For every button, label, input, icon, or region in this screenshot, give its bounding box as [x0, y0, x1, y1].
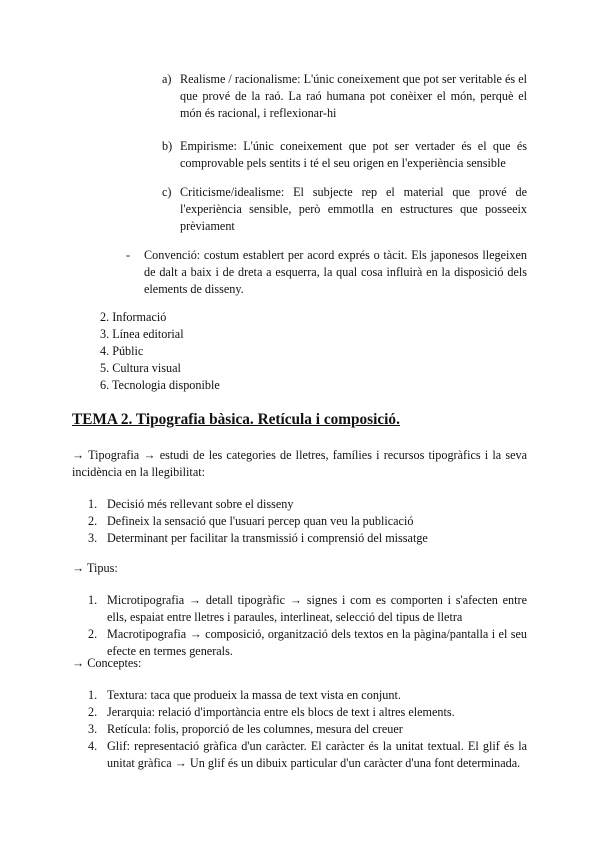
intro-paragraph: → Tipografia → estudi de les categories de lletres, famílies i recursos tipogràfics i la seva incidència en la llegibilitat: [72, 448, 527, 479]
dash-list-item [126, 247, 527, 298]
list-number: 3. [88, 722, 98, 736]
list-text: Jerarquia: relació d'importància entre els blocs de text i altres elements. [107, 705, 455, 719]
numbered-list-item: 3. Línea editorial [100, 327, 184, 341]
features-list-item [88, 496, 527, 513]
features-list-item [88, 530, 527, 547]
numbered-list-item: 2. Informació [100, 310, 167, 324]
tipus-list-item [88, 592, 527, 626]
sub-list-marker: c) [162, 185, 172, 199]
numbered-list-item: 5. Cultura visual [100, 361, 181, 375]
list-text: Microtipografia → detall tipogràfic → signes i com es comporten i s'afecten entre ells, espaiat entre lletres i paraules, interlineat, selecció del tipus de lletra [107, 593, 527, 624]
list-number: 1. [88, 497, 98, 511]
list-text: Macrotipografia → composició, organització dels textos en la pàgina/pantalla i el seu efecte en termes generals. [107, 627, 527, 658]
numbered-list-item: 6. Tecnologia disponible [100, 378, 220, 392]
list-text: Textura: taca que produeix la massa de text vista en conjunt. [107, 688, 401, 702]
list-number: 1. [88, 593, 98, 607]
list-number: 4. [88, 739, 98, 753]
numbered-list-item: 4. Públic [100, 344, 144, 358]
list-number: 2. [88, 627, 98, 641]
list-text: Retícula: folis, proporció de les columnes, mesura del creuer [107, 722, 403, 736]
sub-list-marker: b) [162, 139, 173, 153]
dash-list-text: Convenció: costum establert per acord exprés o tàcit. Els japonesos llegeixen de dalt a baix i de dreta a esquerra, la qual cosa influirà en la disposició dels elements de disseny. [144, 248, 527, 296]
features-list-item [88, 513, 527, 530]
conceptes-label: → Conceptes: [72, 656, 142, 670]
list-number: 1. [88, 688, 98, 702]
list-text: Decisió més rellevant sobre el disseny [107, 497, 294, 511]
section-heading: TEMA 2. Tipografia bàsica. Retícula i composició. [72, 411, 400, 428]
list-text: Defineix la sensació que l'usuari percep quan veu la publicació [107, 514, 414, 528]
dash-marker: - [126, 248, 131, 262]
conceptes-list-item [88, 687, 527, 704]
list-number: 2. [88, 514, 98, 528]
tipus-list [88, 592, 527, 660]
list-number: 3. [88, 531, 98, 545]
sub-list-item-b [162, 138, 527, 172]
list-text: Determinant per facilitar la transmissió i comprensió del missatge [107, 531, 428, 545]
tipus-label: → Tipus: [72, 561, 118, 575]
conceptes-list-item [88, 738, 527, 772]
sub-list-marker: a) [162, 72, 172, 86]
conceptes-list-item [88, 721, 527, 738]
sub-list-text: Realisme / racionalisme: L'únic coneixement que pot ser veritable és el que prové de la raó. La raó humana pot conèixer el món, perquè el món és racional, i reflexionar-hi [180, 72, 527, 120]
numbered-list [100, 309, 400, 394]
features-list [88, 496, 527, 547]
list-text: Glif: representació gràfica d'un caràcter. El caràcter és la unitat textual. El glif és la unitat gràfica → Un glif és un dibuix particular d'un caràcter d'una font determinada. [107, 739, 527, 770]
sub-list-text: Criticisme/idealisme: El subjecte rep el material que prové de l'experiència sensible, però emmotlla en estructures que posseeix prèviament [180, 185, 527, 233]
sub-list-text: Empirisme: L'únic coneixement que pot ser vertader és el que és comprovable pels sentits i té el seu origen en l'experiència sensible [180, 139, 527, 170]
tipus-list-item [88, 626, 527, 660]
conceptes-list [88, 687, 527, 772]
sub-list-item-c [162, 184, 527, 235]
list-number: 2. [88, 705, 98, 719]
conceptes-list-item [88, 704, 527, 721]
sub-list-item-a [162, 71, 527, 122]
